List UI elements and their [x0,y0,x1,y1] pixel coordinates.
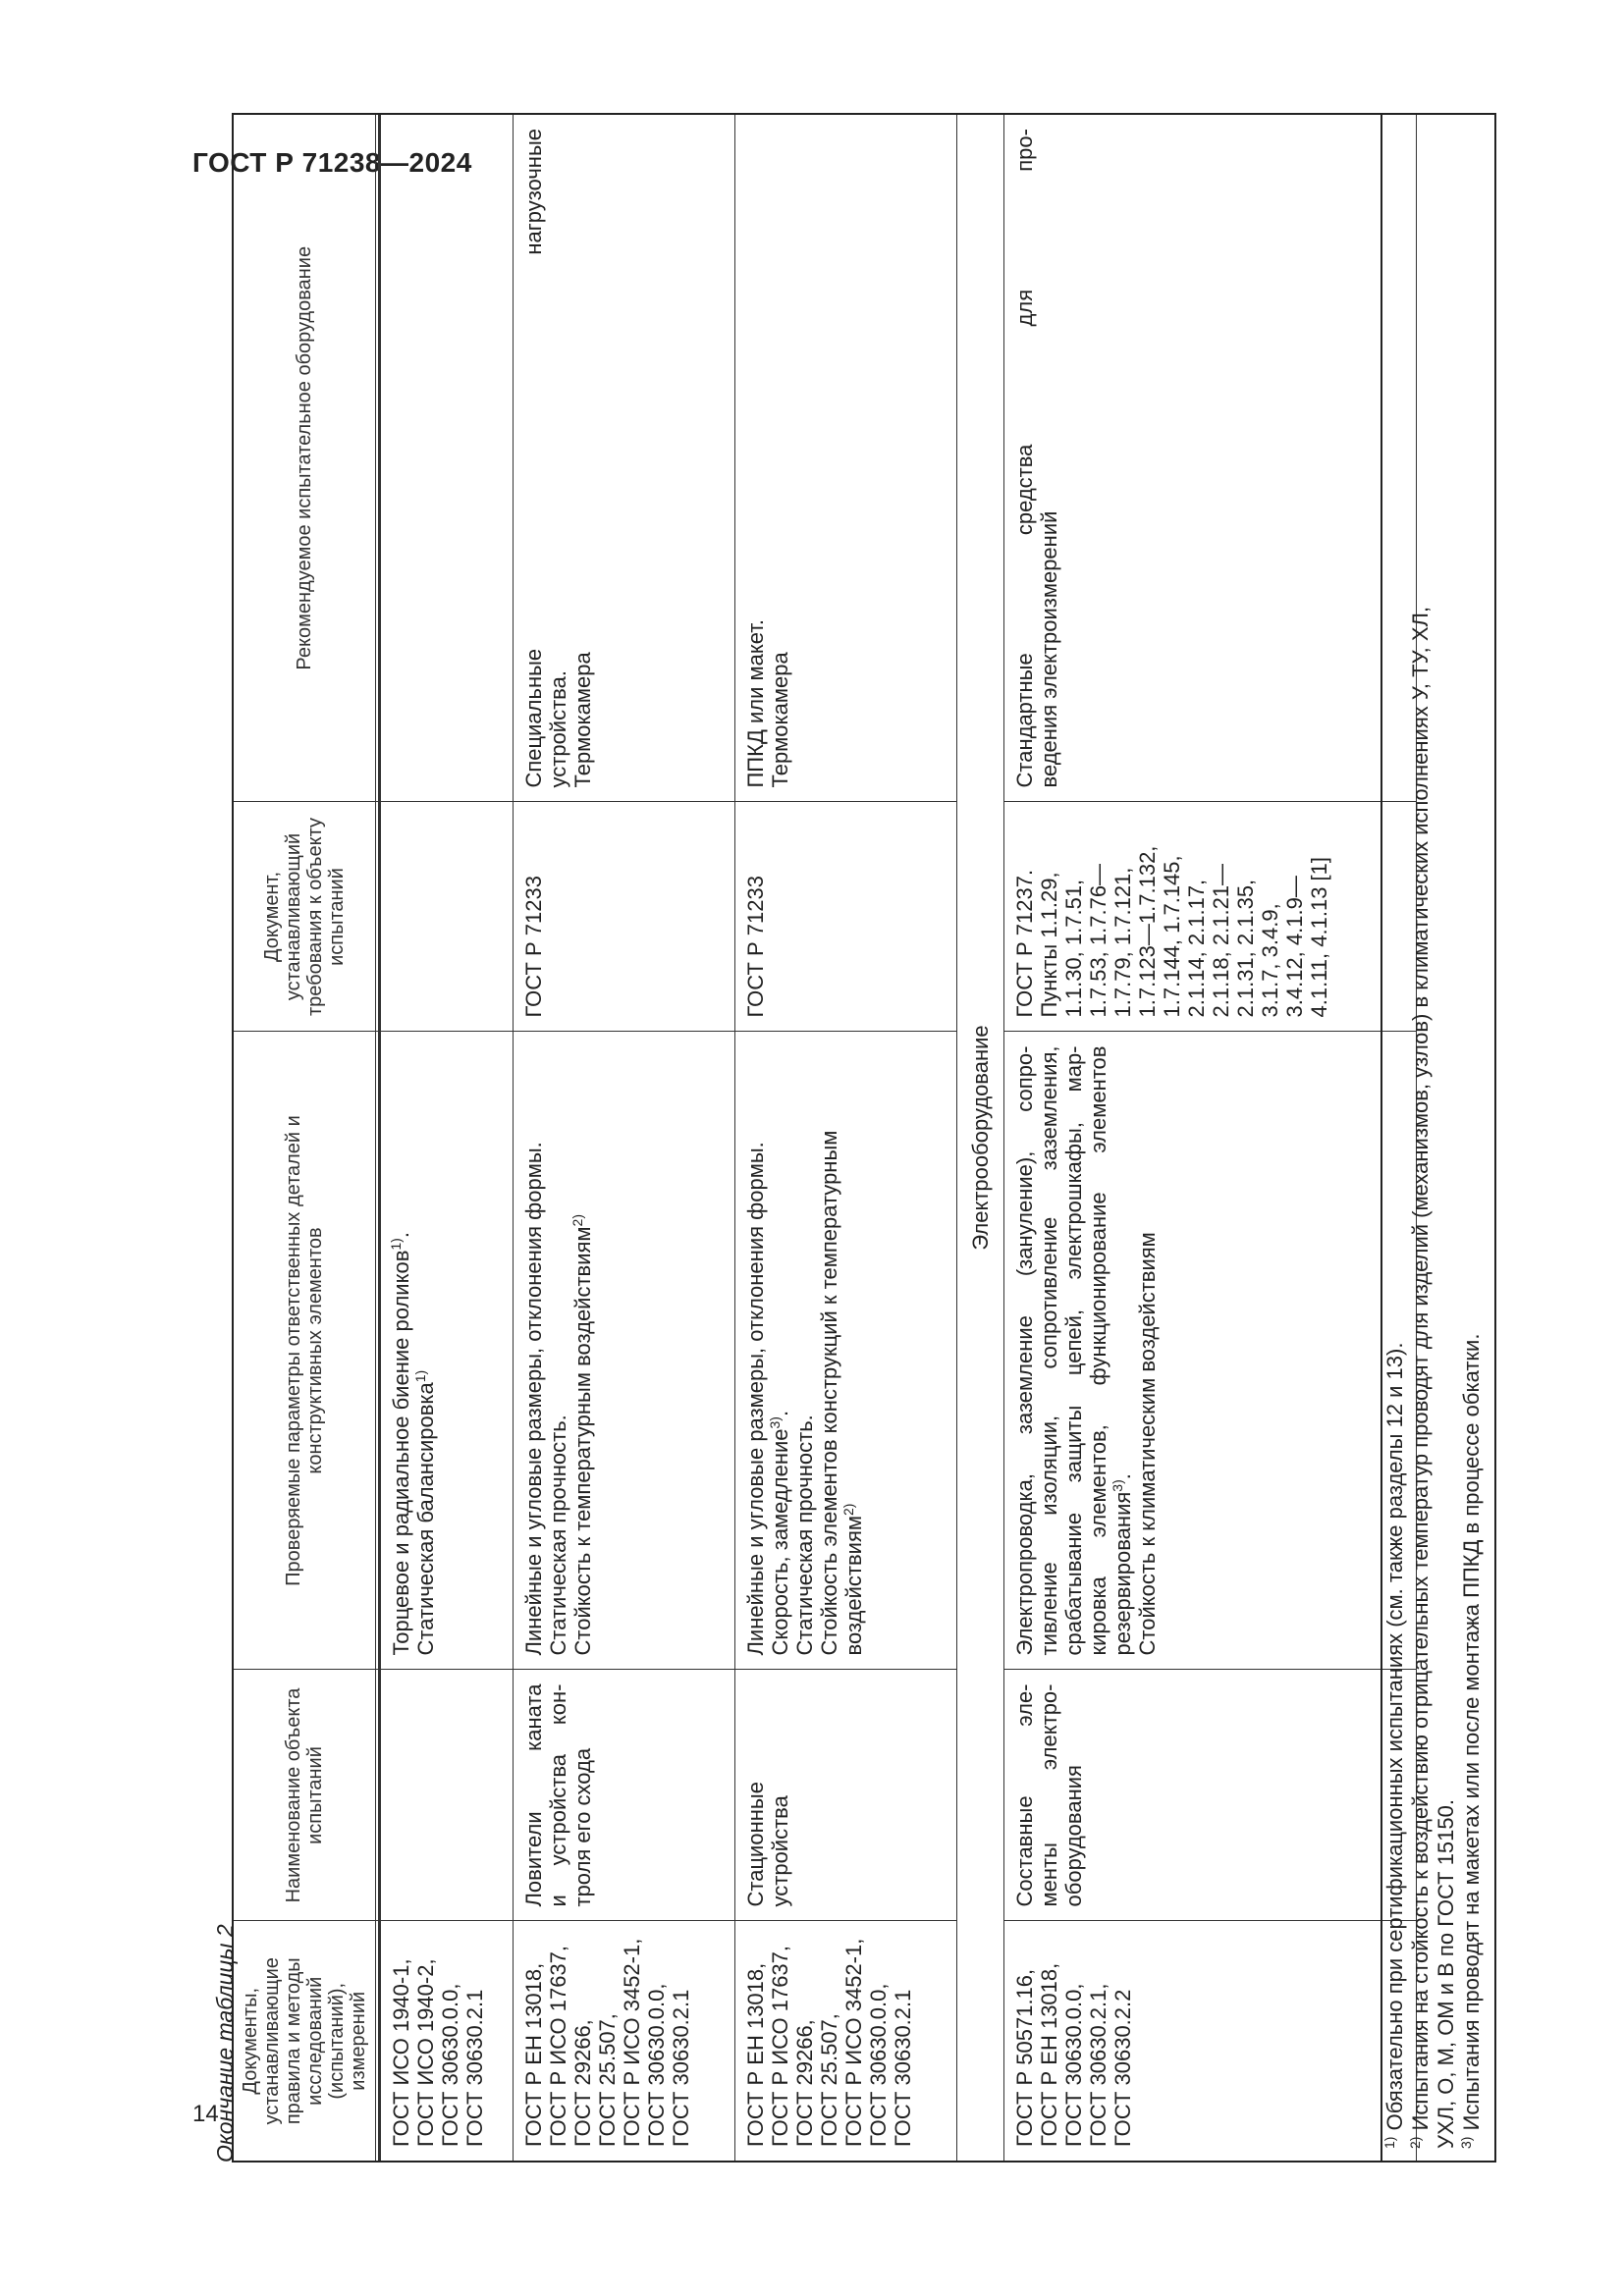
cell-line: ППКД или макет. [743,619,768,788]
equipment-cell [1004,115,1417,802]
cell-line [521,1684,546,1907]
word: Стандартные [1012,653,1037,788]
cell-line: 2.1.18, 2.1.21— [1209,863,1233,1018]
footnote-ref: 3) [767,1416,783,1429]
word: для [1012,289,1037,327]
cell-line: ГОСТ Р 71233 [743,876,768,1018]
cell-line: ГОСТ 25.507, [595,2013,620,2147]
equipment-cell [735,115,957,802]
cell-line: Статическая балансировка$^{1)}$ [412,1369,438,1656]
docs-cell [735,1921,957,2161]
page-number: 14 [192,2101,219,2127]
word: электрошкафы, [1061,1122,1086,1280]
requirements-table [234,115,1417,2161]
header-cell: Рекомендуемое испытательное оборудование [234,115,376,802]
requirement-cell [514,802,735,1032]
cell-line: 1.7.144, 1.7.145, [1160,855,1184,1018]
cell-line: ГОСТ ИСО 1940-2, [413,1958,438,2147]
cell-line: 4.1.11, 4.1.13 [1] [1307,857,1331,1018]
cell-line: ГОСТ 30630.0.0, [438,1983,462,2147]
cell-line [1037,1046,1061,1656]
word: Составные [1012,1795,1037,1907]
table-frame [232,113,1496,2163]
word: средства [1012,444,1037,536]
footnote-ref: 3) [1110,1479,1125,1492]
cell-line: ГОСТ 30630.2.2 [1110,1989,1135,2147]
cell-line: Статическая прочность. [792,1415,817,1656]
cell-line: 2.1.31, 2.1.35, [1233,879,1258,1018]
params-cell [1004,1032,1417,1670]
word: изоляции, [1037,1415,1061,1516]
word: про- [1012,129,1037,172]
footnote-marker: 2) [1407,2136,1423,2149]
footnote-text: Испытания проводят на макетах или после монтажа ППКД в процессе обкатки. [1459,1333,1484,2131]
document-header: ГОСТ Р 71238—2024 [192,147,472,178]
word: срабатывание [1061,1512,1086,1656]
footnote-text: Испытания на стойкость к воздействию отрицательных температур проводят для изделий (механизмов, узлов) в климатических исполнениях У, ТУ, ХЛ, [1408,606,1433,2131]
section-title: Электрооборудование [957,115,1004,2161]
word: цепей, [1061,1308,1086,1376]
equipment-cell [514,115,735,802]
cell-line: Линейные и угловые размеры, отклонения формы. [743,1142,768,1656]
section-row [957,115,1004,2161]
header-cell: Документы, устанавливающие правила и методы исследований (испытаний), измерений [234,1921,376,2161]
cell-line: троля его схода [570,1747,595,1907]
footnote-text: УХЛ, О, М, ОМ и В по ГОСТ 15150. [1434,1799,1458,2149]
cell-line: 3.1.7, 3.4.9, [1258,903,1282,1018]
cell-line: ГОСТ 29266, [792,2019,817,2147]
cell-line: Стойкость к температурным воздействиям$^{2)}$ [569,1213,595,1656]
cell-line: Стационные [743,1782,768,1907]
footnote-ref: 1) [388,1238,404,1251]
table-row [514,115,735,2161]
cell-line: оборудования [1061,1765,1086,1907]
cell-line: 2.1.14, 2.1.17, [1184,879,1209,1018]
word: сопротивление [1037,1216,1061,1369]
cell-line: устройства. [546,670,570,788]
params-cell [514,1032,735,1670]
word: устройства [546,1753,570,1866]
word: кон- [546,1683,570,1726]
cell-line: 3.4.12, 4.1.9— [1282,876,1307,1018]
table-caption: Окончание таблицы 2 [212,1924,238,2163]
footnote-ref: 2) [569,1213,585,1227]
cell-line: ГОСТ Р ЕН 13018, [743,1962,768,2147]
word: заземление [1012,1315,1037,1435]
word: (зануление), [1012,1150,1037,1277]
cell-line [1061,1046,1086,1656]
cell-line: ГОСТ Р ИСО 3452-1, [620,1938,644,2147]
word: каната [521,1683,546,1751]
cell-line: ГОСТ 30630.0.0, [1061,1983,1086,2147]
header-cell: Наименование объекта испытаний [234,1670,376,1921]
footnote [1408,127,1434,2149]
cell-line [1086,1046,1110,1656]
word: эле- [1012,1683,1037,1727]
cell-line: 1.7.123—1.7.132, [1135,845,1160,1018]
footnote-text: Обязательно при сертификационных испытаниях (см. также разделы 12 и 13). [1382,1342,1407,2131]
footnote-marker: 1) [1381,2136,1397,2149]
word: заземления, [1037,1045,1061,1171]
word: элементов, [1086,1424,1110,1538]
word: тивление [1037,1562,1061,1656]
cell-line: 1.1.30, 1.7.51, [1061,879,1086,1018]
cell-line: ГОСТ Р 71237. [1012,869,1037,1018]
cell-line: Скорость, замедление$^{3)}$. [767,1410,792,1656]
word: нагрузочные [521,129,546,255]
cell-line: ГОСТ Р ИСО 3452-1, [841,1938,866,2147]
params-cell [380,1032,514,1670]
word: электро- [1037,1683,1061,1771]
cell-line: Стойкость к климатическим воздействиям [1135,1232,1160,1656]
footnote-ref: 1) [412,1369,428,1383]
cell-line: воздействиям$^{2)}$ [840,1503,866,1656]
cell-line: Статическая прочность. [546,1415,570,1656]
requirement-cell [735,802,957,1032]
docs-cell [514,1921,735,2161]
object-cell [1004,1670,1417,1921]
requirement-cell [380,802,514,1032]
word: менты [1037,1842,1061,1907]
cell-line: ГОСТ 30630.0.0, [644,1983,669,2147]
cell-line [1012,1684,1037,1907]
table-row [735,115,957,2161]
cell-line: Торцевое и радиальное биение роликов$^{1)}$. [388,1232,413,1656]
cell-line: Пункты 1.1.29, [1037,872,1061,1018]
footnote-marker: 3) [1458,2136,1474,2149]
footnote [1382,127,1408,2149]
cell-line: 1.7.79, 1.7.121, [1110,867,1135,1018]
params-cell [735,1032,957,1670]
cell-line: ГОСТ Р 50571.16, [1012,1968,1037,2147]
header-cell: Документ, устанавливающий требования к объекту испытаний [234,802,376,1032]
table-row [1004,115,1417,2161]
cell-line: ГОСТ 30630.2.1 [669,1989,693,2147]
docs-cell [380,1921,514,2161]
word: функционирование [1086,1192,1110,1386]
word: Электропроводка, [1012,1473,1037,1656]
word: сопро- [1012,1045,1037,1112]
object-cell [514,1670,735,1921]
cell-line: устройства [768,1795,792,1907]
word: Специальные [521,648,546,788]
word: и [546,1895,570,1907]
cell-line: ГОСТ 29266, [570,2019,595,2147]
header-cell: Проверяемые параметры ответственных деталей и конструктивных элементов [234,1032,376,1670]
cell-line [521,129,546,788]
cell-line [1012,129,1037,788]
equipment-cell [380,115,514,802]
cell-line [1012,1046,1037,1656]
cell-line [1037,1684,1061,1907]
table-row [380,115,514,2161]
cell-line: ведения электроизмерений [1037,510,1061,788]
cell-line: ГОСТ Р 71233 [521,876,546,1018]
footnotes [1380,115,1485,2161]
word: защиты [1061,1405,1086,1483]
docs-cell [1004,1921,1417,2161]
footnote-ref: 2) [840,1503,856,1517]
cell-line: ГОСТ Р ЕН 13018, [1037,1962,1061,2147]
object-cell [380,1670,514,1921]
cell-line: ГОСТ 30630.2.1 [462,1989,487,2147]
cell-line: ГОСТ Р ИСО 17637, [546,1945,570,2147]
word: Ловители [521,1811,546,1907]
cell-line: ГОСТ 30630.2.1 [891,1989,915,2147]
requirement-cell [1004,802,1417,1032]
cell-line: ГОСТ Р ИСО 17637, [768,1945,792,2147]
cell-line: Стойкость элементов конструкций к температурным [817,1130,841,1656]
cell-line: Термокамера [768,652,792,788]
word: кировка [1086,1576,1110,1656]
object-cell [735,1670,957,1921]
rotated-table-area [202,109,1498,2163]
cell-line: ГОСТ ИСО 1940-1, [389,1958,413,2147]
table-header-row [234,115,376,2161]
cell-line: 1.7.53, 1.7.76— [1086,863,1110,1018]
cell-line: ГОСТ 25.507, [817,2013,841,2147]
cell-line: ГОСТ 30630.2.1, [1086,1983,1110,2147]
word: мар- [1061,1045,1086,1093]
cell-line: резервирования$^{3)}$. [1110,1473,1135,1656]
cell-line: Линейные и угловые размеры, отклонения формы. [521,1142,546,1656]
cell-line [546,1684,570,1907]
cell-line: ГОСТ 30630.0.0, [866,1983,891,2147]
cell-line: Термокамера [570,652,595,788]
footnote [1459,127,1485,2149]
word: элементов [1086,1045,1110,1153]
cell-line: ГОСТ Р ЕН 13018, [521,1962,546,2147]
footnote [1434,127,1459,2149]
